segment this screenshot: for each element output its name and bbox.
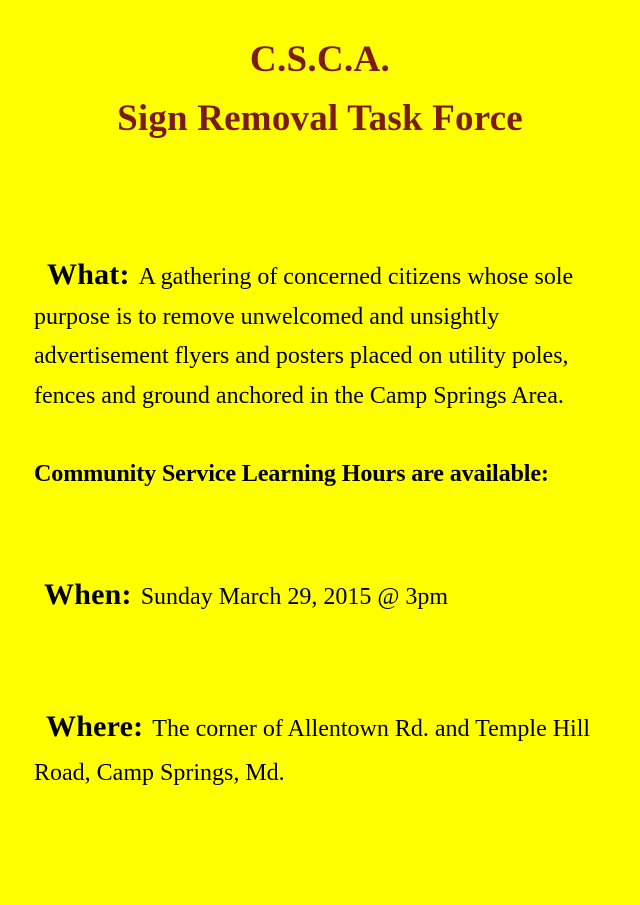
where-paragraph [34,705,612,795]
organization-acronym: C.S.C.A. [249,39,391,80]
what-paragraph [34,255,612,416]
what-label: What: [47,258,130,291]
when-paragraph [34,575,612,618]
where-section [34,705,612,795]
poster-title: Sign Removal Task Force [117,98,523,139]
poster-title-block [0,38,640,141]
where-value: The corner of Allentown Rd. and Temple Hill Road, Camp Springs, Md. [34,716,591,786]
what-section [34,255,612,416]
when-section [34,575,612,618]
community-service-note: Community Service Learning Hours are available: [34,460,549,487]
what-description: A gathering of concerned citizens whose sole purpose is to remove unwelcomed and unsightly advertisement flyers and posters placed on utility poles, fences and ground anchored in the Camp Springs Area. [34,264,574,409]
where-label: Where: [46,710,144,743]
when-value: Sunday March 29, 2015 @ 3pm [140,584,449,610]
when-label: When: [44,578,132,611]
